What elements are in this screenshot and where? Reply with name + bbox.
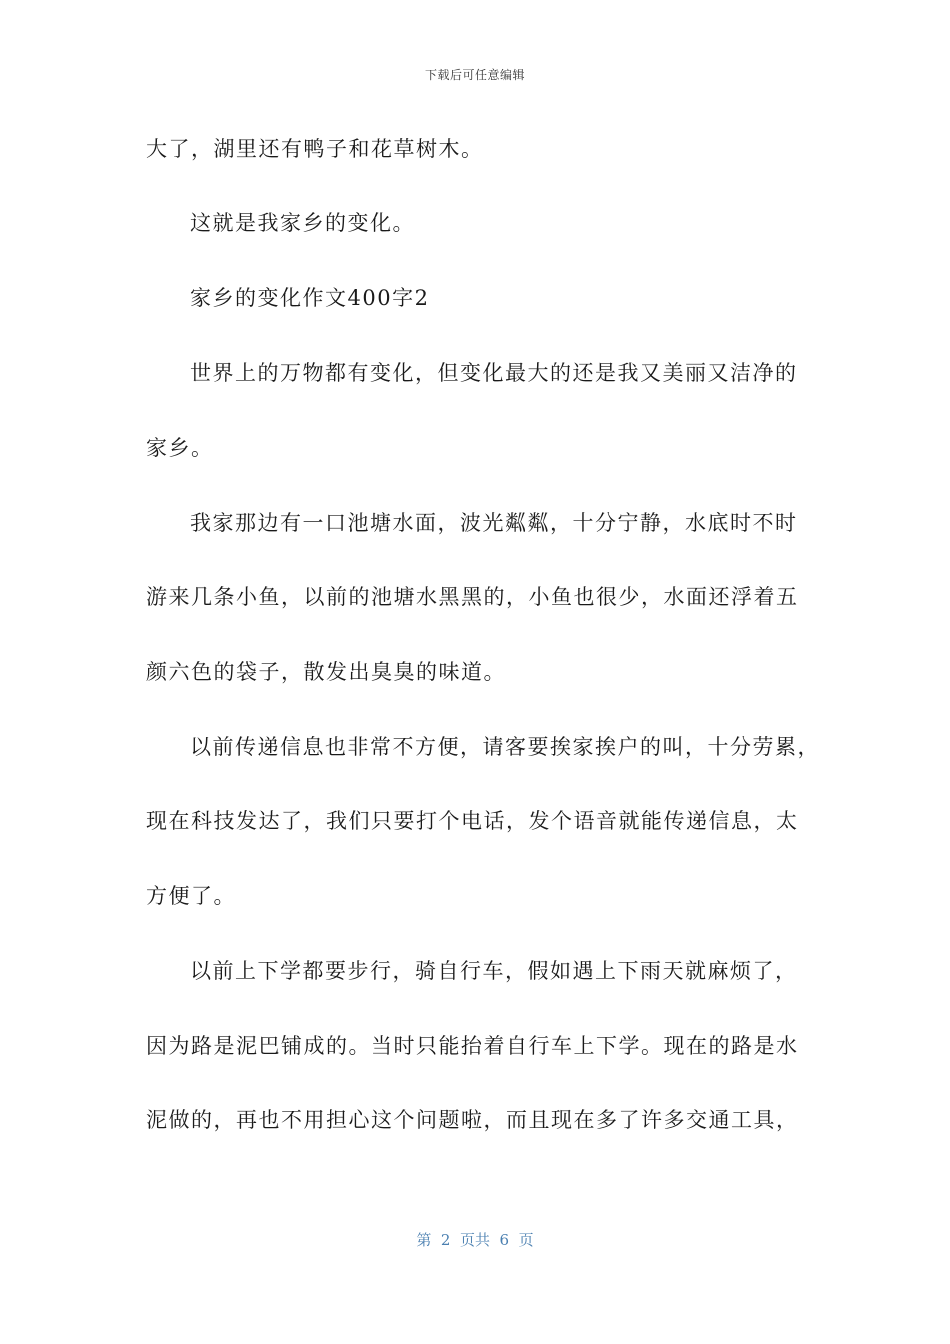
text-line-1: 大了，湖里还有鸭子和花草树木。: [146, 137, 484, 161]
text-line-11: 方便了。: [146, 884, 236, 908]
text-line-5: 家乡。: [146, 436, 214, 460]
header-note: 下载后可任意编辑: [424, 68, 525, 82]
text-line-12: 以前上下学都要步行，骑自行车，假如遇上下雨天就麻烦了，: [190, 959, 798, 983]
text-line-3: 家乡的变化作文400字2: [190, 286, 430, 310]
text-line-10: 现在科技发达了，我们只要打个电话，发个语音就能传递信息，太: [146, 809, 799, 833]
page-number-footer: 第 2 页共 6 页: [416, 1231, 534, 1249]
text-line-9: 以前传递信息也非常不方便，请客要挨家挨户的叫，十分劳累，: [190, 735, 820, 759]
text-line-13: 因为路是泥巴铺成的。当时只能抬着自行车上下学。现在的路是水: [146, 1034, 799, 1058]
text-line-7: 游来几条小鱼，以前的池塘水黑黑的，小鱼也很少，水面还浮着五: [146, 585, 799, 609]
text-line-14: 泥做的，再也不用担心这个问题啦，而且现在多了许多交通工具，: [146, 1108, 799, 1132]
text-line-2: 这就是我家乡的变化。: [190, 211, 415, 235]
text-line-8: 颜六色的袋子，散发出臭臭的味道。: [146, 660, 506, 684]
text-line-6: 我家那边有一口池塘水面，波光粼粼，十分宁静，水底时不时: [190, 511, 798, 535]
text-line-4: 世界上的万物都有变化，但变化最大的还是我又美丽又洁净的: [190, 361, 798, 385]
